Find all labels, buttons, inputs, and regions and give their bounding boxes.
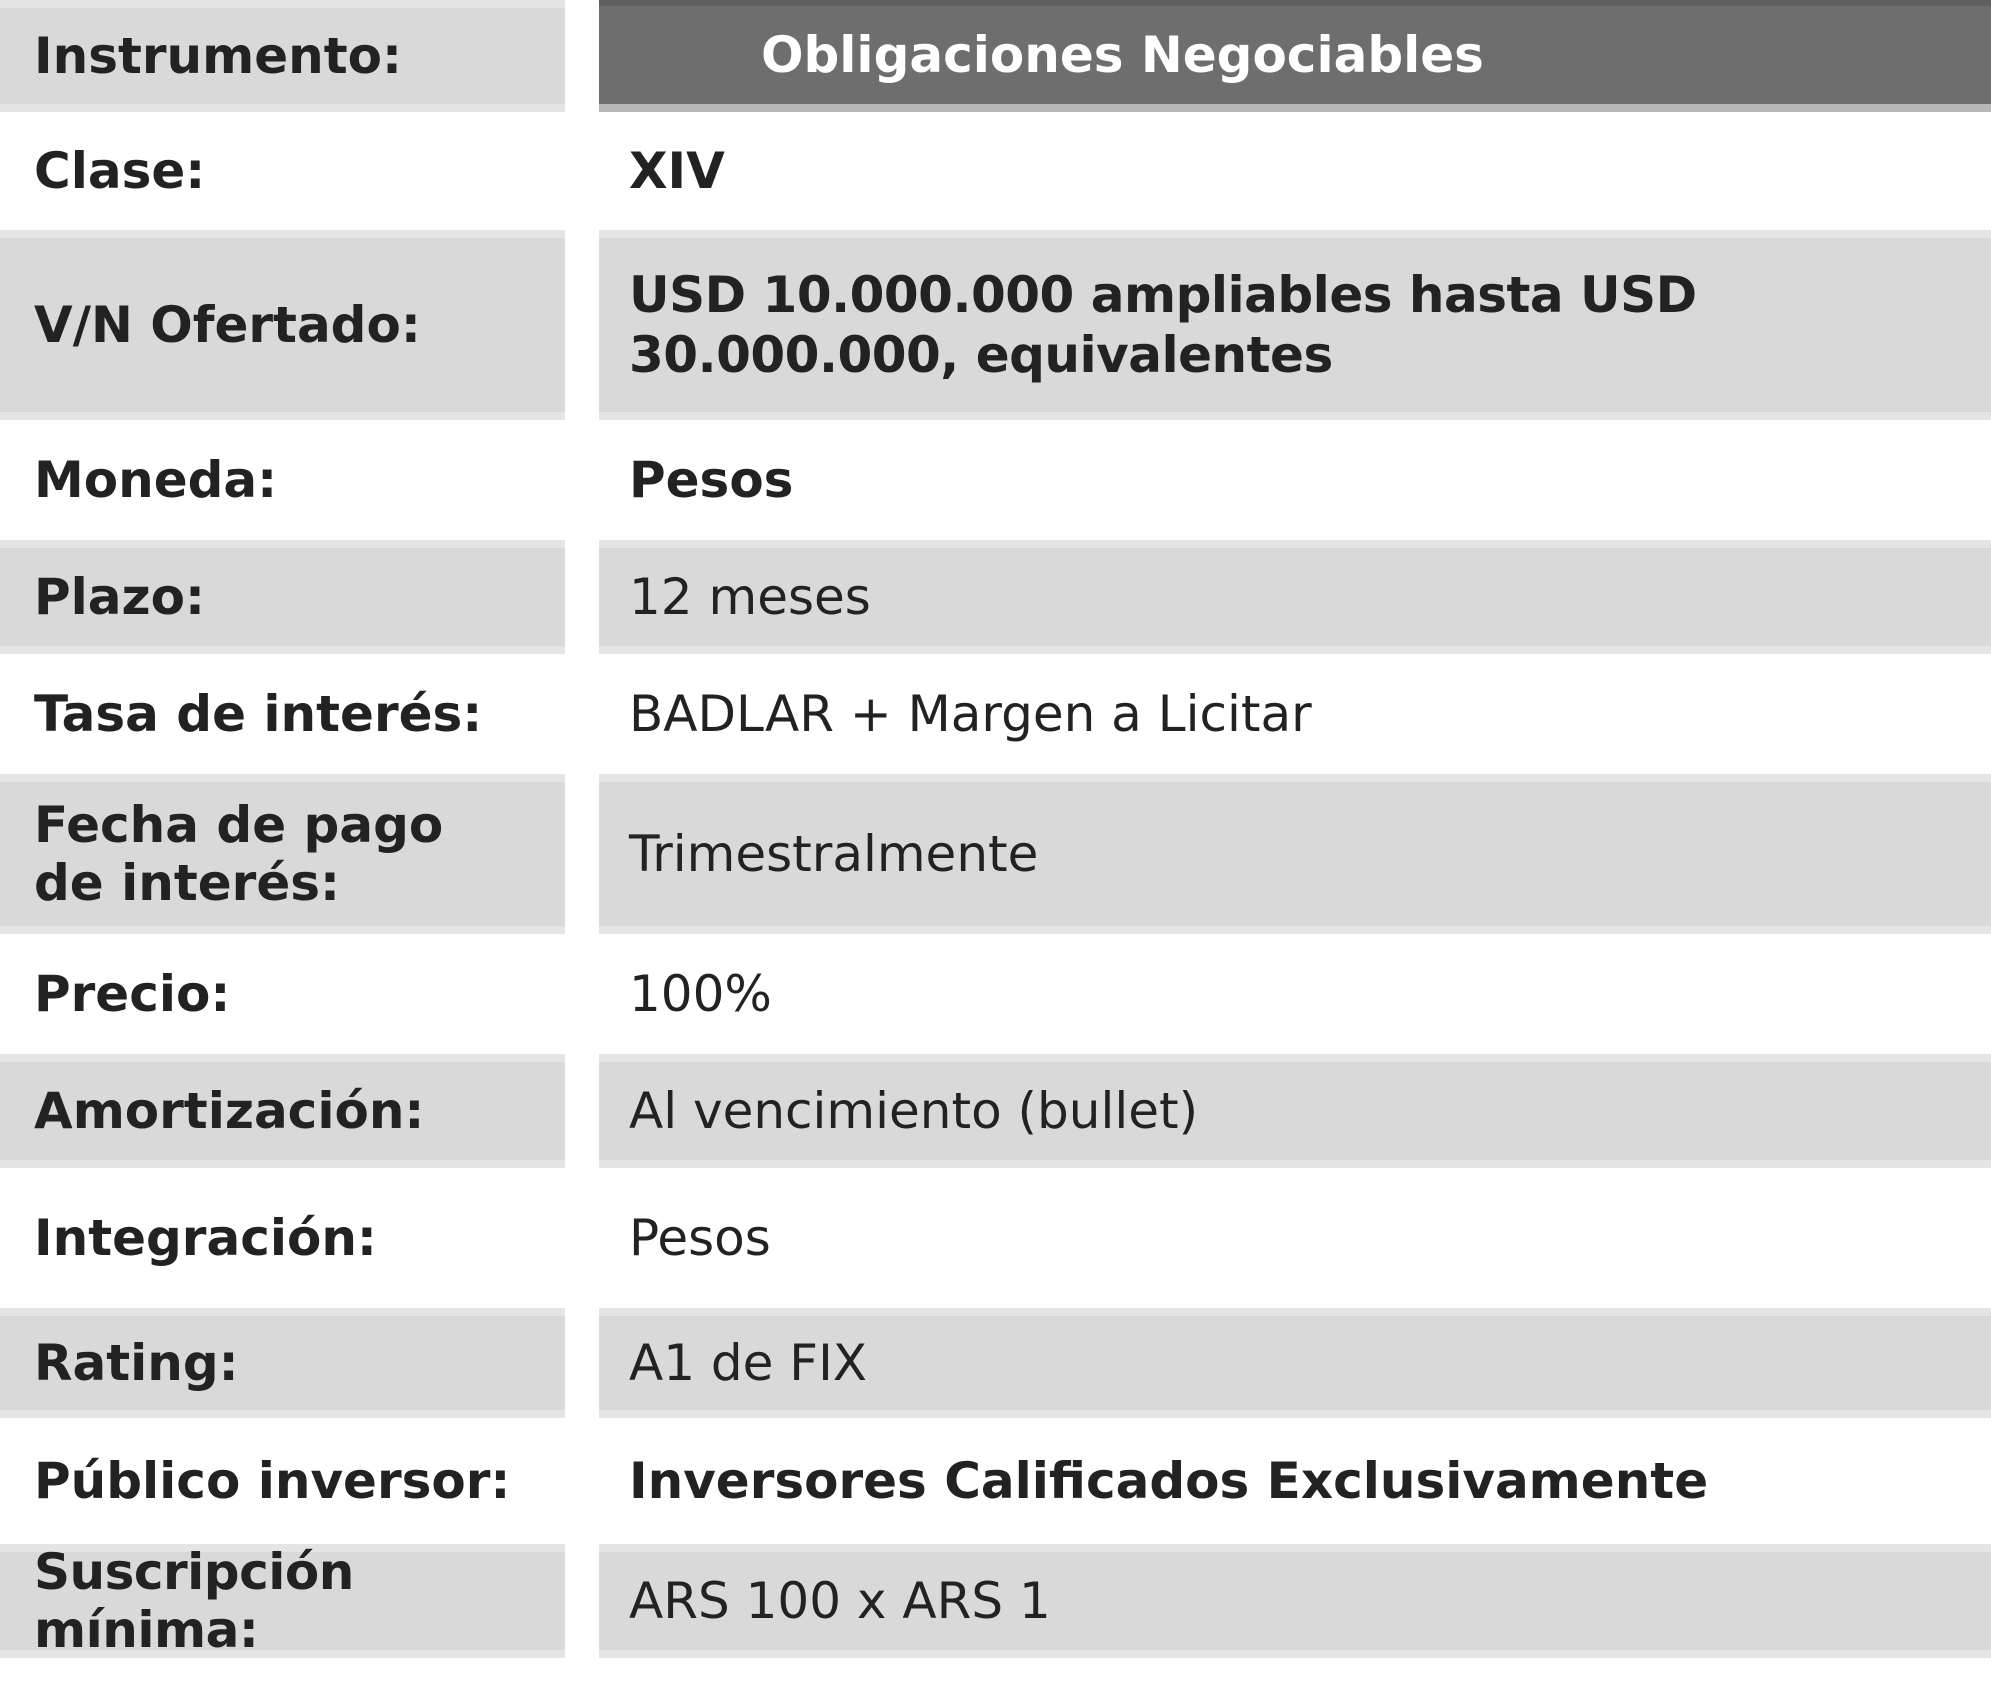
row-label: Clase: [34,142,206,200]
row-label: Suscripción mínima: [0,1544,565,1658]
row-value: Al vencimiento (bullet) [599,1054,1991,1168]
row-label: Tasa de interés: [34,685,483,743]
table-row-instrumento [0,0,1991,112]
table-row-moneda [0,420,1991,540]
table-row-precio [0,934,1991,1054]
row-label: Moneda: [34,451,278,509]
table-row-amortizacion [0,1054,1991,1168]
table-row-integracion [0,1168,1991,1308]
row-label: Precio: [34,965,231,1023]
row-value: Inversores Calificados Exclusivamente [629,1452,1709,1510]
table-row-tasa-interes [0,654,1991,774]
table-row-suscripcion-minima [0,1544,1991,1658]
row-value: A1 de FIX [599,1308,1991,1418]
row-value: Pesos [629,1209,771,1267]
table-row-vn-ofertado [0,230,1991,420]
table-row-plazo [0,540,1991,654]
row-value: USD 10.000.000 ampliables hasta USD 30.000.000, equivalentes [599,230,1991,420]
row-label: V/N Ofertado: [0,230,565,420]
row-label: Amortización: [0,1054,565,1168]
row-value: BADLAR + Margen a Licitar [629,685,1312,743]
row-value: XIV [629,142,725,200]
table-row-rating [0,1308,1991,1418]
row-label-line: Fecha de pago [34,796,444,854]
row-value: Pesos [629,451,794,509]
row-label: Rating: [0,1308,565,1418]
row-value: ARS 100 x ARS 1 [599,1544,1991,1658]
row-label: Plazo: [0,540,565,654]
table-row-publico-inversor [0,1418,1991,1544]
row-value-header: Obligaciones Negociables [599,0,1991,112]
row-value: 100% [629,965,772,1023]
row-label [0,774,565,934]
row-value: Trimestralmente [599,774,1991,934]
row-value: 12 meses [599,540,1991,654]
table-row-clase [0,112,1991,230]
row-label: Público inversor: [34,1452,511,1510]
row-label: Instrumento: [0,0,565,112]
row-label-line: de interés: [34,854,340,912]
row-label: Integración: [34,1209,377,1267]
table-row-fecha-pago [0,774,1991,934]
